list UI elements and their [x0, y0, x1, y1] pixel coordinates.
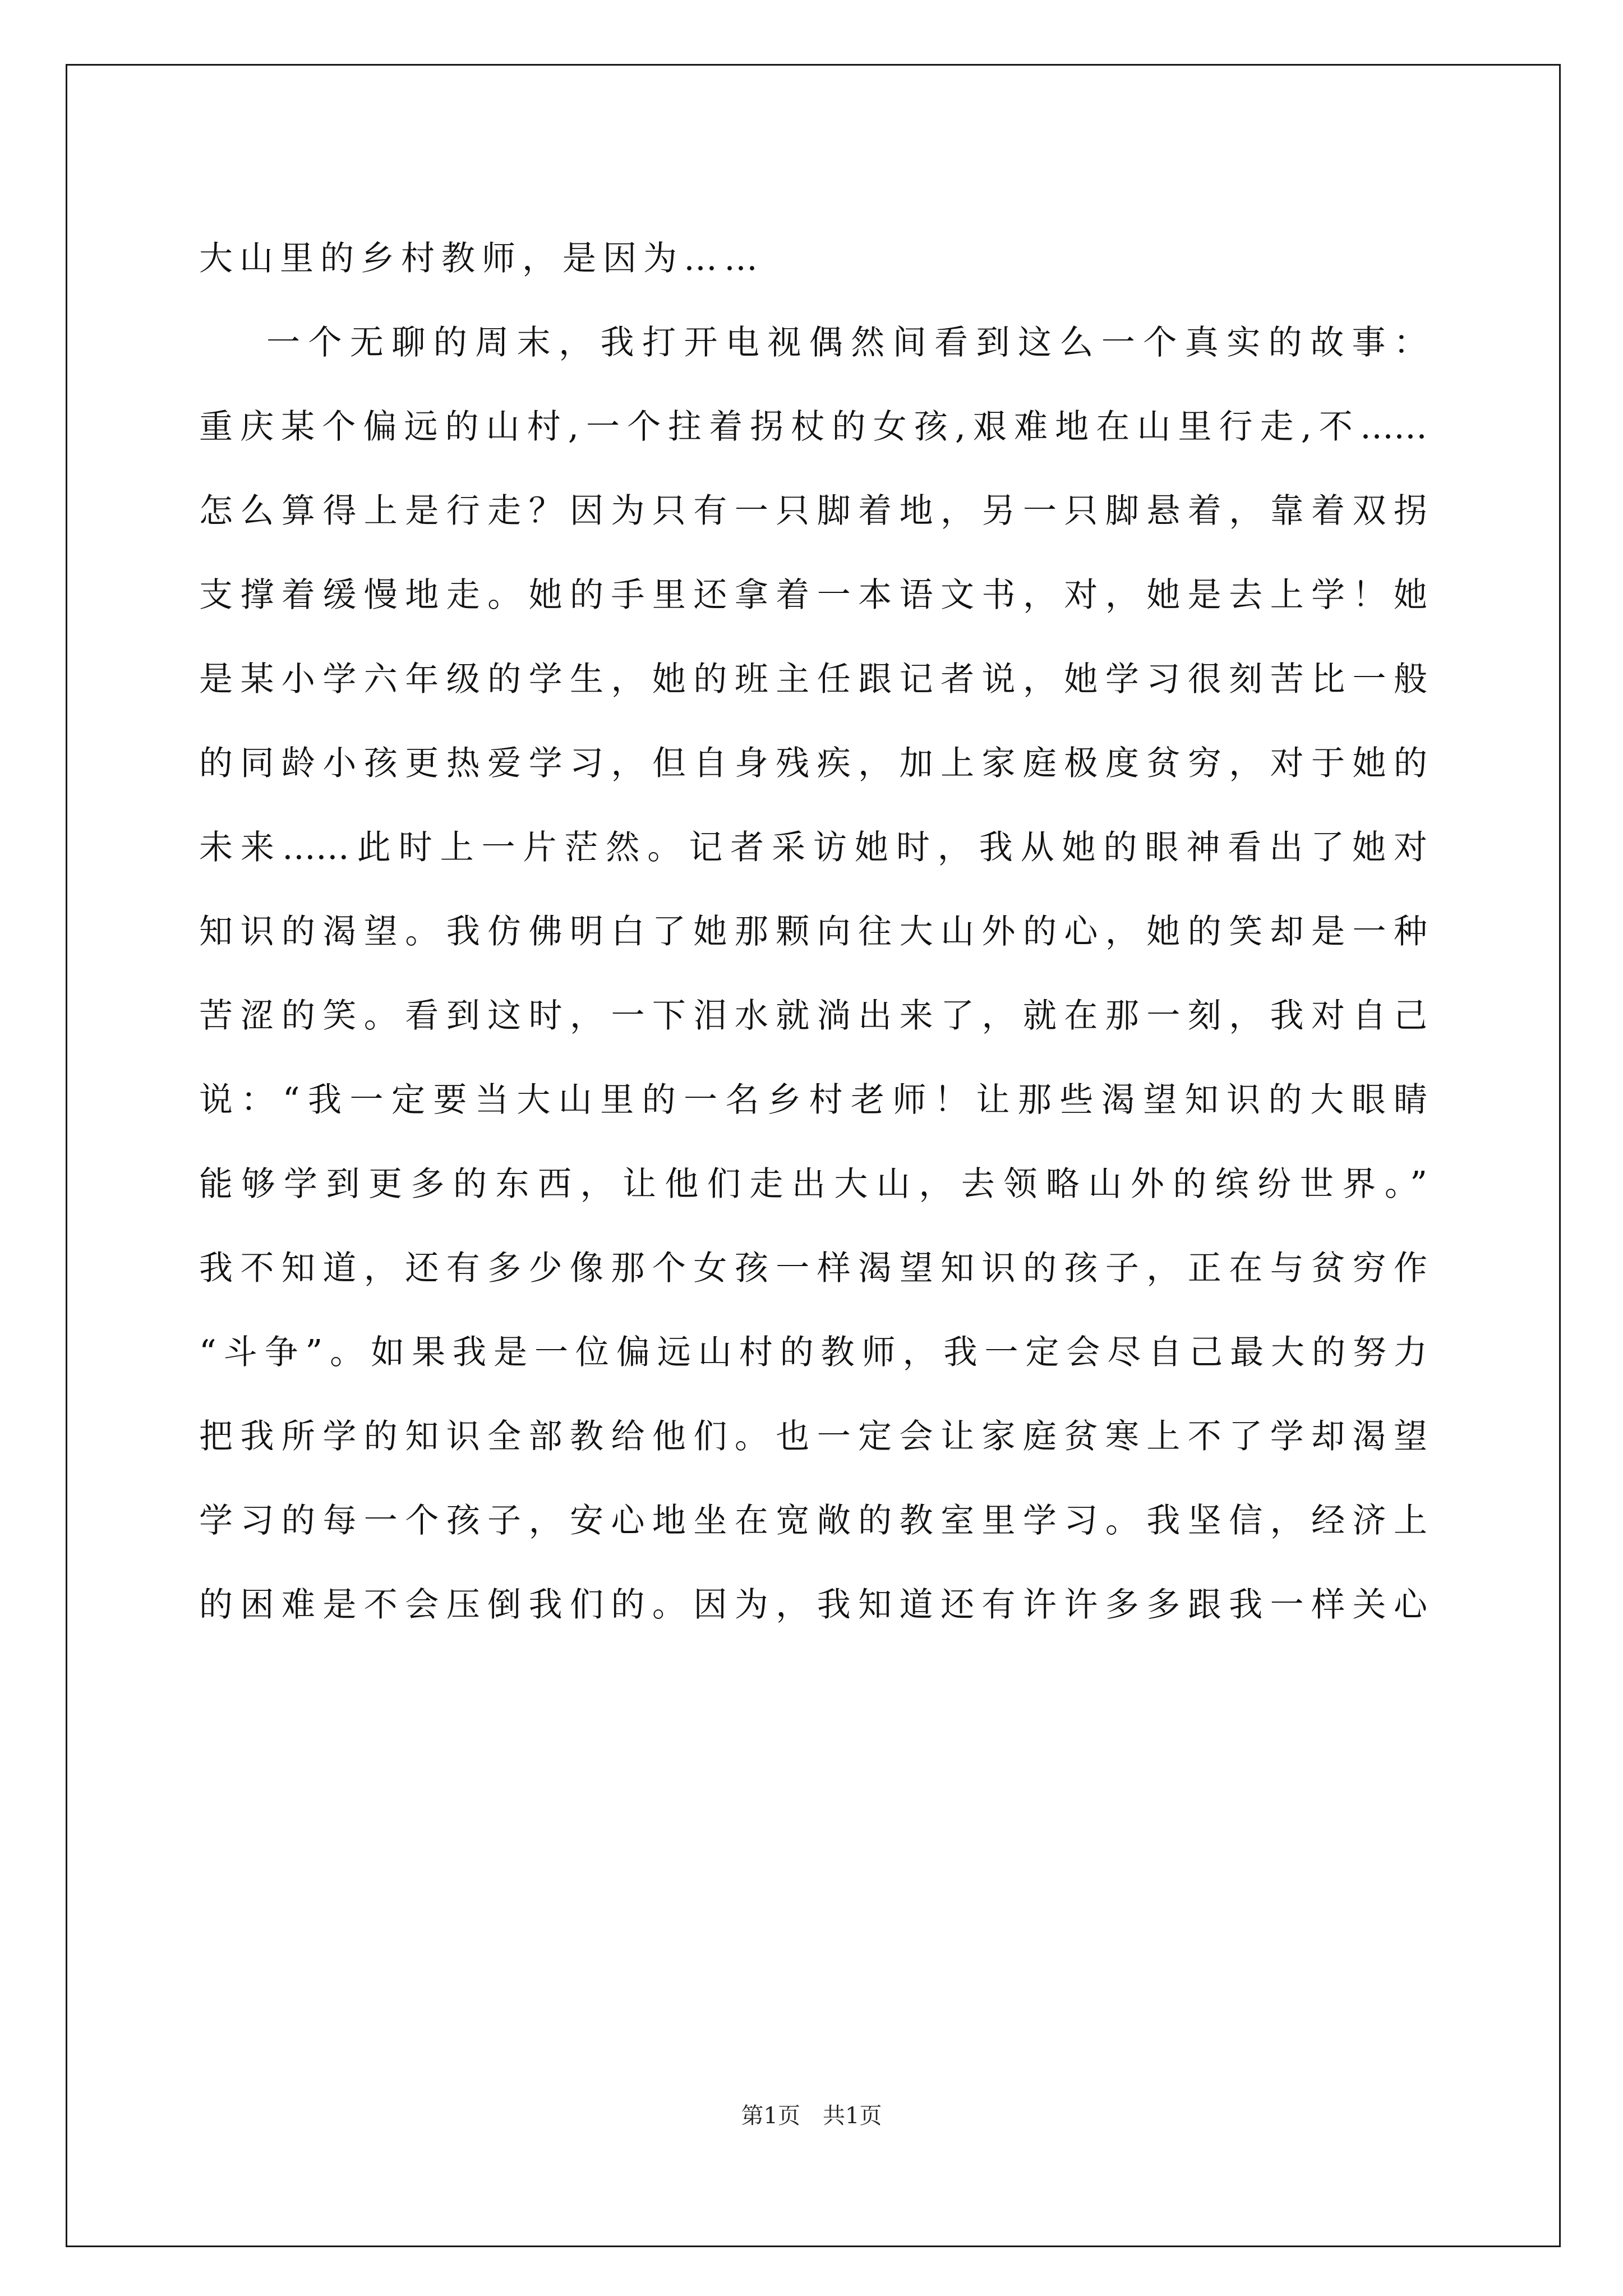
text-line: 的同龄小孩更热爱学习，但自身残疾，加上家庭极度贫穷，对于她的	[199, 744, 1427, 783]
text-line: 知识的渴望。我仿佛明白了她那颗向往大山外的心，她的笑却是一种	[199, 912, 1427, 951]
text-line: 把我所学的知识全部教给他们。也一定会让家庭贫寒上不了学却渴望	[199, 1417, 1427, 1456]
text-line: 说：“我一定要当大山里的一名乡村老师！让那些渴望知识的大眼睛	[199, 1080, 1427, 1120]
text-line: 一个无聊的周末，我打开电视偶然间看到这么一个真实的故事：	[266, 323, 1427, 362]
text-line: 苦涩的笑。看到这时，一下泪水就淌出来了，就在那一刻，我对自己	[199, 996, 1427, 1036]
text-line: 的困难是不会压倒我们的。因为，我知道还有许许多多跟我一样关心	[199, 1585, 1427, 1625]
text-line: 怎么算得上是行走？因为只有一只脚着地，另一只脚悬着，靠着双拐	[199, 491, 1427, 531]
text-line: 我不知道，还有多少像那个女孩一样渴望知识的孩子，正在与贫穷作	[199, 1249, 1427, 1288]
text-line: 大山里的乡村教师，是因为……	[199, 239, 764, 278]
text-line: 是某小学六年级的学生，她的班主任跟记者说，她学习很刻苦比一般	[199, 660, 1427, 699]
document-body	[199, 217, 1427, 1647]
page-number: 第1页 共1页	[741, 2103, 882, 2129]
page-footer	[0, 2099, 1623, 2133]
text-line: 重庆某个偏远的山村,一个拄着拐杖的女孩,艰难地在山里行走,不……	[199, 407, 1427, 447]
text-line: “斗争”。如果我是一位偏远山村的教师，我一定会尽自己最大的努力	[199, 1333, 1427, 1372]
text-line: 能够学到更多的东西，让他们走出大山，去领略山外的缤纷世界。”	[199, 1165, 1427, 1204]
text-line: 未来……此时上一片茫然。记者采访她时，我从她的眼神看出了她对	[199, 828, 1427, 867]
text-line: 支撑着缓慢地走。她的手里还拿着一本语文书，对，她是去上学！她	[199, 576, 1427, 615]
text-line: 学习的每一个孩子，安心地坐在宽敞的教室里学习。我坚信，经济上	[199, 1501, 1427, 1540]
